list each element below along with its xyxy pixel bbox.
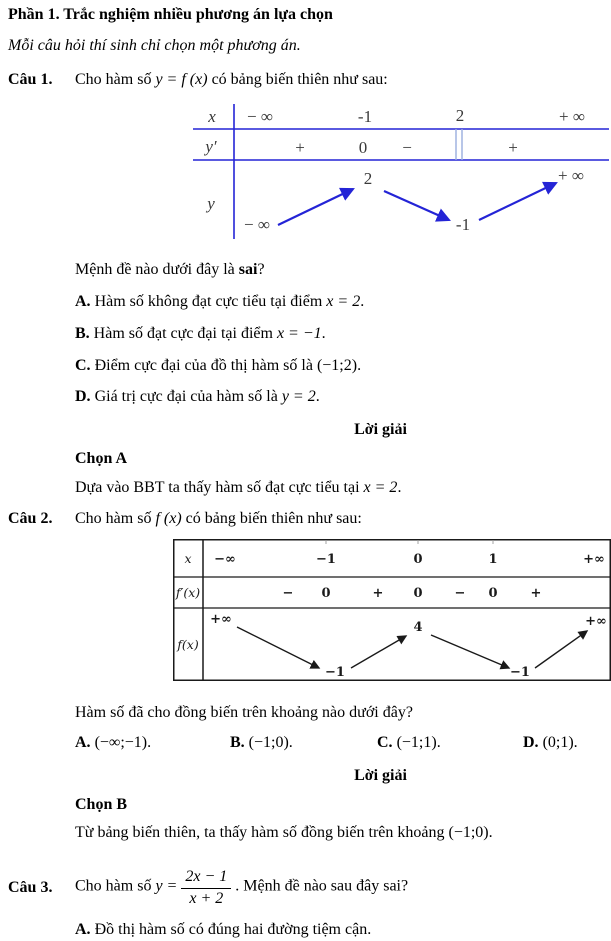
table1-arrow-up-1 <box>278 189 353 225</box>
table2-outer-border <box>174 540 611 681</box>
q2-option-b-letter: B. <box>230 733 245 751</box>
q2-option-a-period: . <box>147 733 152 751</box>
q2-option-c-period: . <box>436 733 441 751</box>
q2-explanation-text: Từ bảng biến thiên, ta thấy hàm số đồng biến trên khoảng <box>75 824 445 842</box>
table2-sign-5: − <box>454 586 466 602</box>
table1-row-label-y: y <box>207 194 215 214</box>
q1-option-c <box>75 356 603 377</box>
table1-row-label-yprime: y′ <box>205 137 217 157</box>
table2-sign-7: + <box>530 586 542 602</box>
table1-x-pos-inf: + ∞ <box>559 107 585 127</box>
question-2-label: Câu 2. <box>8 509 53 527</box>
q1-option-a-math: x = 2 <box>326 292 361 310</box>
question-2-stem-math: f (x) <box>155 509 182 527</box>
q2-options-row <box>75 733 603 754</box>
q1-choice: Chọn A <box>75 449 128 467</box>
q1-option-a-text: Hàm số không đạt cực tiểu tại điểm <box>94 292 323 310</box>
question-3-fraction-numerator: 2x − 1 <box>181 868 231 888</box>
question-2-stem-prefix: Cho hàm số <box>75 509 152 527</box>
variation-table-q1-svg <box>160 104 610 239</box>
table2-arrow-down-2 <box>431 635 509 668</box>
q2-explanation-period: . <box>488 824 493 842</box>
q2-explanation-math: (−1;0) <box>448 824 489 842</box>
table2-arrow-up-2 <box>535 631 587 668</box>
q1-explanation-text: Dựa vào BBT ta thấy hàm số đạt cực tiểu tại <box>75 478 360 496</box>
question-1-stem-prefix: Cho hàm số <box>75 70 152 88</box>
table2-x-1: 1 <box>488 552 498 568</box>
table1-y-end: + ∞ <box>558 166 584 186</box>
table2-x-pos-inf: +∞ <box>583 552 605 568</box>
q2-option-b <box>230 733 377 754</box>
q1-explanation-period: . <box>397 478 402 496</box>
table2-f-start: +∞ <box>210 612 232 628</box>
q1-option-d-letter: D. <box>75 388 91 406</box>
question-1-prompt <box>75 260 603 281</box>
q1-option-d-math: y = 2 <box>281 388 316 406</box>
q3-option-a-text: Đồ thị hàm số có đúng hai đường tiệm cận. <box>94 921 372 939</box>
table2-row-label-x: x <box>184 551 192 567</box>
question-3-fraction <box>181 868 231 908</box>
question-3-stem <box>75 868 603 908</box>
question-1-stem-math: y = f (x) <box>155 70 208 88</box>
table2-sign-4: 0 <box>413 586 423 602</box>
q1-option-b <box>75 324 603 345</box>
table2-f-min1: −1 <box>325 665 345 681</box>
table2-row-label-f: f(x) <box>177 637 199 653</box>
table2-arrow-up-1 <box>351 636 406 668</box>
question-3-header <box>8 862 603 914</box>
table1-x-minus1: -1 <box>357 107 373 127</box>
q2-option-d-math: (0;1) <box>542 733 574 751</box>
question-1-prompt-text: Mệnh đề nào dưới đây là <box>75 261 235 279</box>
table1-arrow-up-2 <box>479 183 556 220</box>
question-1-header <box>8 70 603 91</box>
q2-option-d-letter: D. <box>523 733 539 751</box>
q2-explanation <box>75 823 603 844</box>
q2-option-a <box>75 733 230 754</box>
q1-option-a <box>75 292 603 313</box>
question-2-stem <box>75 509 603 530</box>
table1-y-start: − ∞ <box>244 215 270 235</box>
table1-sign-zero: 0 <box>358 138 368 158</box>
question-3-fraction-denominator: x + 2 <box>189 889 224 907</box>
question-3-stem-prefix: Cho hàm số <box>75 877 152 895</box>
question-1-stem <box>75 70 603 91</box>
variation-table-q1 <box>160 104 603 246</box>
q2-solution-heading: Lời giải <box>354 766 407 784</box>
table1-x-neg-inf: − ∞ <box>247 107 273 127</box>
table1-sign-plus-2: + <box>508 138 518 158</box>
q1-option-d-text: Giá trị cực đại của hàm số là <box>94 388 278 406</box>
q1-option-a-period: . <box>360 292 365 310</box>
q1-explanation <box>75 478 603 499</box>
q1-option-b-period: . <box>321 324 326 342</box>
section-note: Mỗi câu hỏi thí sinh chỉ chọn một phương án. <box>8 36 301 54</box>
table2-sign-6: 0 <box>488 586 498 602</box>
q3-option-a-letter: A. <box>75 921 91 939</box>
q1-option-c-math: (−1;2) <box>316 356 358 374</box>
table2-x-minus1: −1 <box>316 552 336 568</box>
table2-sign-2: 0 <box>321 586 331 602</box>
q1-option-d-period: . <box>315 388 320 406</box>
question-2-prompt: Hàm số đã cho đồng biến trên khoảng nào dưới đây? <box>75 704 413 722</box>
question-1-prompt-qmark: ? <box>257 261 265 279</box>
table1-arrow-down <box>384 191 449 220</box>
variation-table-q2 <box>173 539 607 688</box>
table1-row-label-x: x <box>208 107 216 127</box>
q1-option-c-period: . <box>357 356 362 374</box>
table2-x-neg-inf: −∞ <box>214 552 236 568</box>
table1-sign-minus: − <box>402 138 412 158</box>
q1-option-b-math: x = −1 <box>276 324 322 342</box>
table2-f-max: 4 <box>413 620 423 636</box>
section-title: Phần 1. Trắc nghiệm nhiều phương án lựa chọn <box>8 6 333 23</box>
table2-sign-1: − <box>282 586 294 602</box>
question-3-stem-suffix: . Mệnh đề nào sau đây sai? <box>235 877 409 895</box>
q2-option-c <box>377 733 523 754</box>
q2-option-a-letter: A. <box>75 733 91 751</box>
table1-x-2: 2 <box>455 106 465 126</box>
q1-solution-heading: Lời giải <box>354 421 407 439</box>
question-3-stem-math-lead: y = <box>155 877 178 895</box>
table2-row-label-fprime: f′(x) <box>175 585 201 601</box>
q1-option-c-letter: C. <box>75 356 91 374</box>
q2-option-b-math: (−1;0) <box>248 733 289 751</box>
table2-f-end: +∞ <box>585 614 607 630</box>
q1-explanation-math: x = 2 <box>363 478 398 496</box>
q2-option-c-letter: C. <box>377 733 393 751</box>
q1-option-b-text: Hàm số đạt cực đại tại điểm <box>93 324 273 342</box>
table1-y-min: -1 <box>455 215 471 235</box>
q1-option-b-letter: B. <box>75 324 90 342</box>
table2-arrow-down-1 <box>237 627 319 668</box>
question-2-header <box>8 509 603 530</box>
q2-option-c-math: (−1;1) <box>396 733 437 751</box>
q2-option-d-period: . <box>573 733 578 751</box>
table1-y-max: 2 <box>363 169 373 189</box>
variation-table-q2-svg <box>173 539 611 681</box>
q1-option-a-letter: A. <box>75 292 91 310</box>
q3-option-a <box>75 920 603 941</box>
q1-option-d <box>75 387 603 408</box>
q2-option-a-math: (−∞;−1) <box>94 733 148 751</box>
question-1-stem-suffix: có bảng biến thiên như sau: <box>211 70 388 88</box>
q1-option-c-text: Điểm cực đại của đồ thị hàm số là <box>94 356 313 374</box>
question-3-label: Câu 3. <box>8 878 53 896</box>
q2-option-b-period: . <box>288 733 293 751</box>
q2-option-d <box>523 733 603 754</box>
q2-choice: Chọn B <box>75 795 128 813</box>
table2-sign-3: + <box>372 586 384 602</box>
question-1-label: Câu 1. <box>8 70 53 88</box>
table2-x-0: 0 <box>413 552 423 568</box>
table2-f-min2: −1 <box>510 665 530 681</box>
question-1-prompt-bold: sai <box>238 261 258 279</box>
question-2-stem-suffix: có bảng biến thiên như sau: <box>185 509 362 527</box>
table1-sign-plus-1: + <box>295 138 305 158</box>
